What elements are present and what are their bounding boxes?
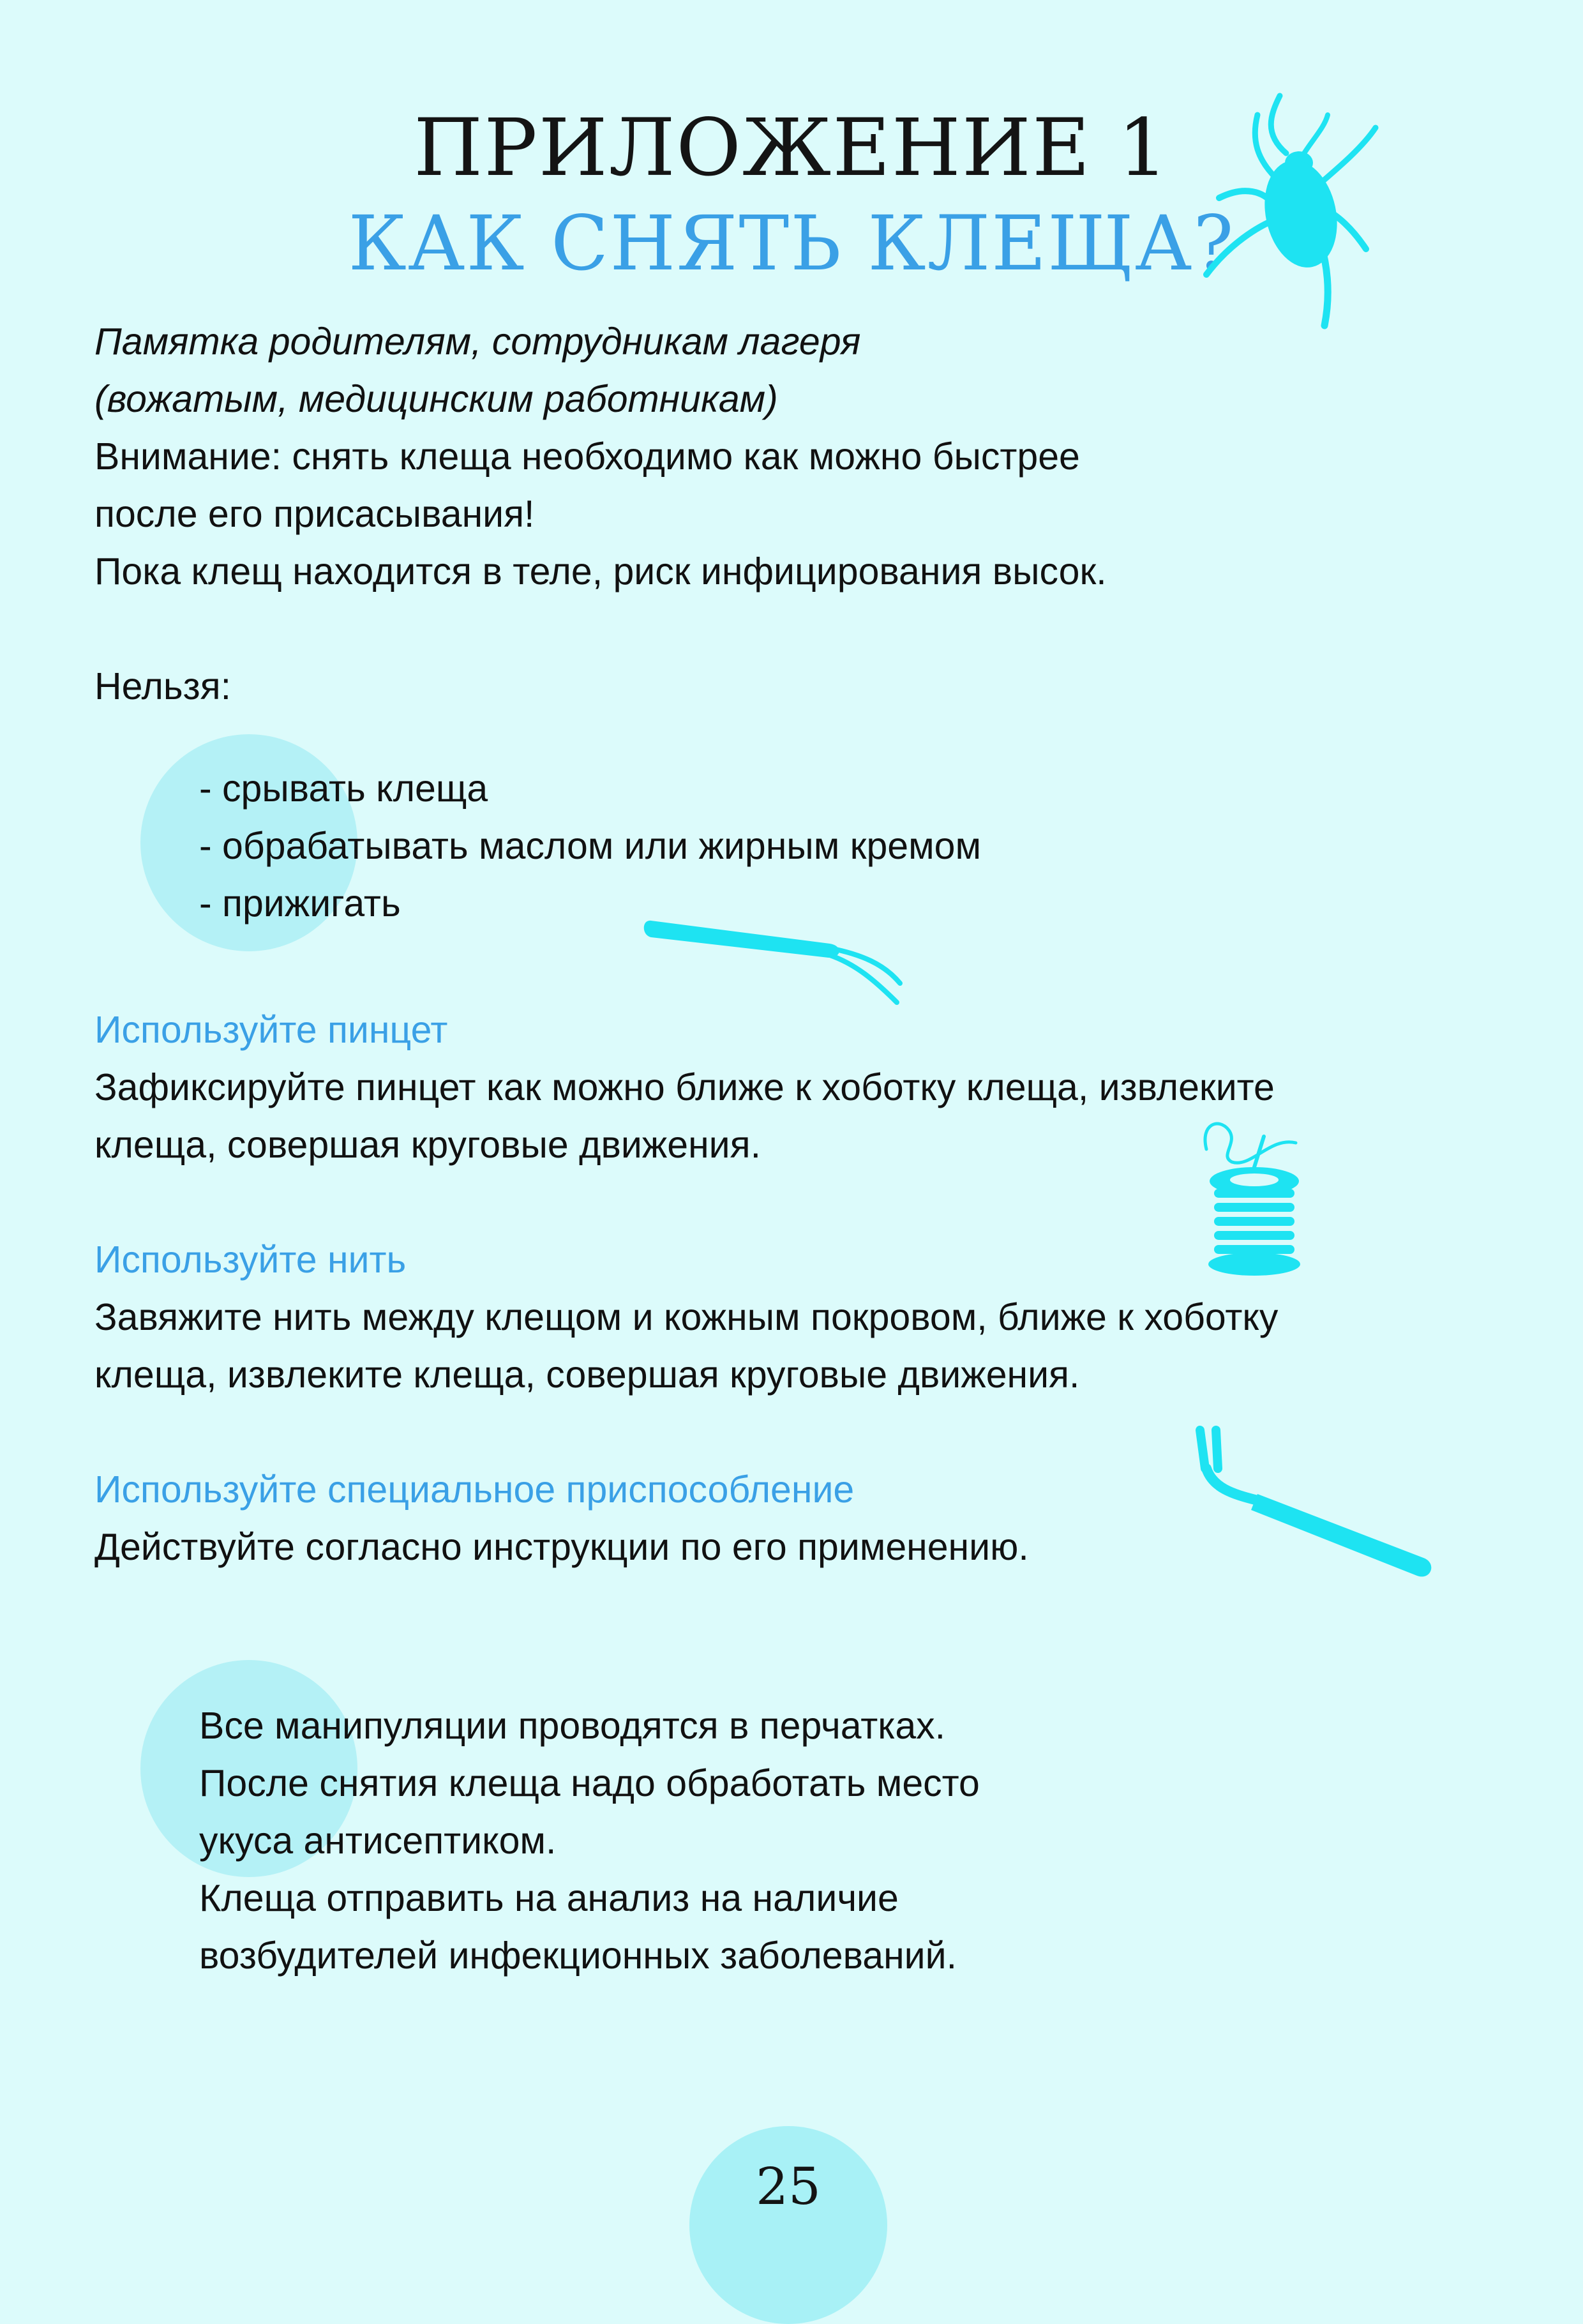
warning-line: Пока клещ находится в теле, риск инфицирования высок.: [94, 550, 1107, 592]
tick-icon: [1200, 89, 1392, 332]
method-text-tweezers: [94, 1059, 1275, 1173]
page-number-circle: [689, 2126, 887, 2324]
method-heading-device: Используйте специальное приспособление: [94, 1468, 855, 1511]
list-item: - срывать клеща: [199, 767, 488, 810]
forbidden-list: [199, 760, 981, 932]
note-line: укуса антисептиком.: [199, 1820, 557, 1862]
thread-spool-icon: [1194, 1111, 1315, 1277]
note-line: После снятия клеща надо обработать место: [199, 1762, 980, 1804]
method-line: Действуйте согласно инструкции по его применению.: [94, 1526, 1029, 1568]
memo-line: Памятка родителям, сотрудникам лагеря: [94, 321, 861, 363]
note-line: возбудителей инфекционных заболеваний.: [199, 1935, 957, 1977]
warning-line: Внимание: снять клеща необходимо как можно быстрее: [94, 435, 1080, 478]
method-text-device: [94, 1518, 1029, 1576]
method-heading-tweezers: Используйте пинцет: [94, 1009, 448, 1051]
page-number: 25: [756, 2157, 821, 2216]
warning-text: [94, 428, 1107, 600]
page-title: ПРИЛОЖЕНИЕ 1: [414, 102, 1169, 194]
memo-line: (вожатым, медицинским работникам): [94, 378, 778, 420]
tick-remover-icon: [1187, 1417, 1443, 1583]
forbidden-label: Нельзя:: [94, 665, 232, 707]
tweezers-icon: [638, 913, 919, 1015]
method-line: Зафиксируйте пинцет как можно ближе к хоботку клеща, извлеките: [94, 1066, 1275, 1108]
method-line: клеща, извлеките клеща, совершая круговые движения.: [94, 1354, 1080, 1396]
notes-text: [199, 1697, 980, 1984]
method-line: клеща, совершая круговые движения.: [94, 1124, 761, 1166]
list-item: - обрабатывать маслом или жирным кремом: [199, 825, 982, 867]
note-line: Все манипуляции проводятся в перчатках.: [199, 1705, 946, 1747]
memo-text: [94, 313, 860, 428]
method-heading-thread: Используйте нить: [94, 1239, 407, 1281]
note-line: Клеща отправить на анализ на наличие: [199, 1877, 899, 1919]
method-line: Завяжите нить между клещом и кожным покровом, ближе к хоботку: [94, 1296, 1279, 1338]
page-subtitle: КАК СНЯТЬ КЛЕЩА?: [348, 199, 1235, 287]
method-text-thread: [94, 1288, 1278, 1403]
warning-line: после его присасывания!: [94, 493, 535, 535]
list-item: - прижигать: [199, 882, 401, 924]
